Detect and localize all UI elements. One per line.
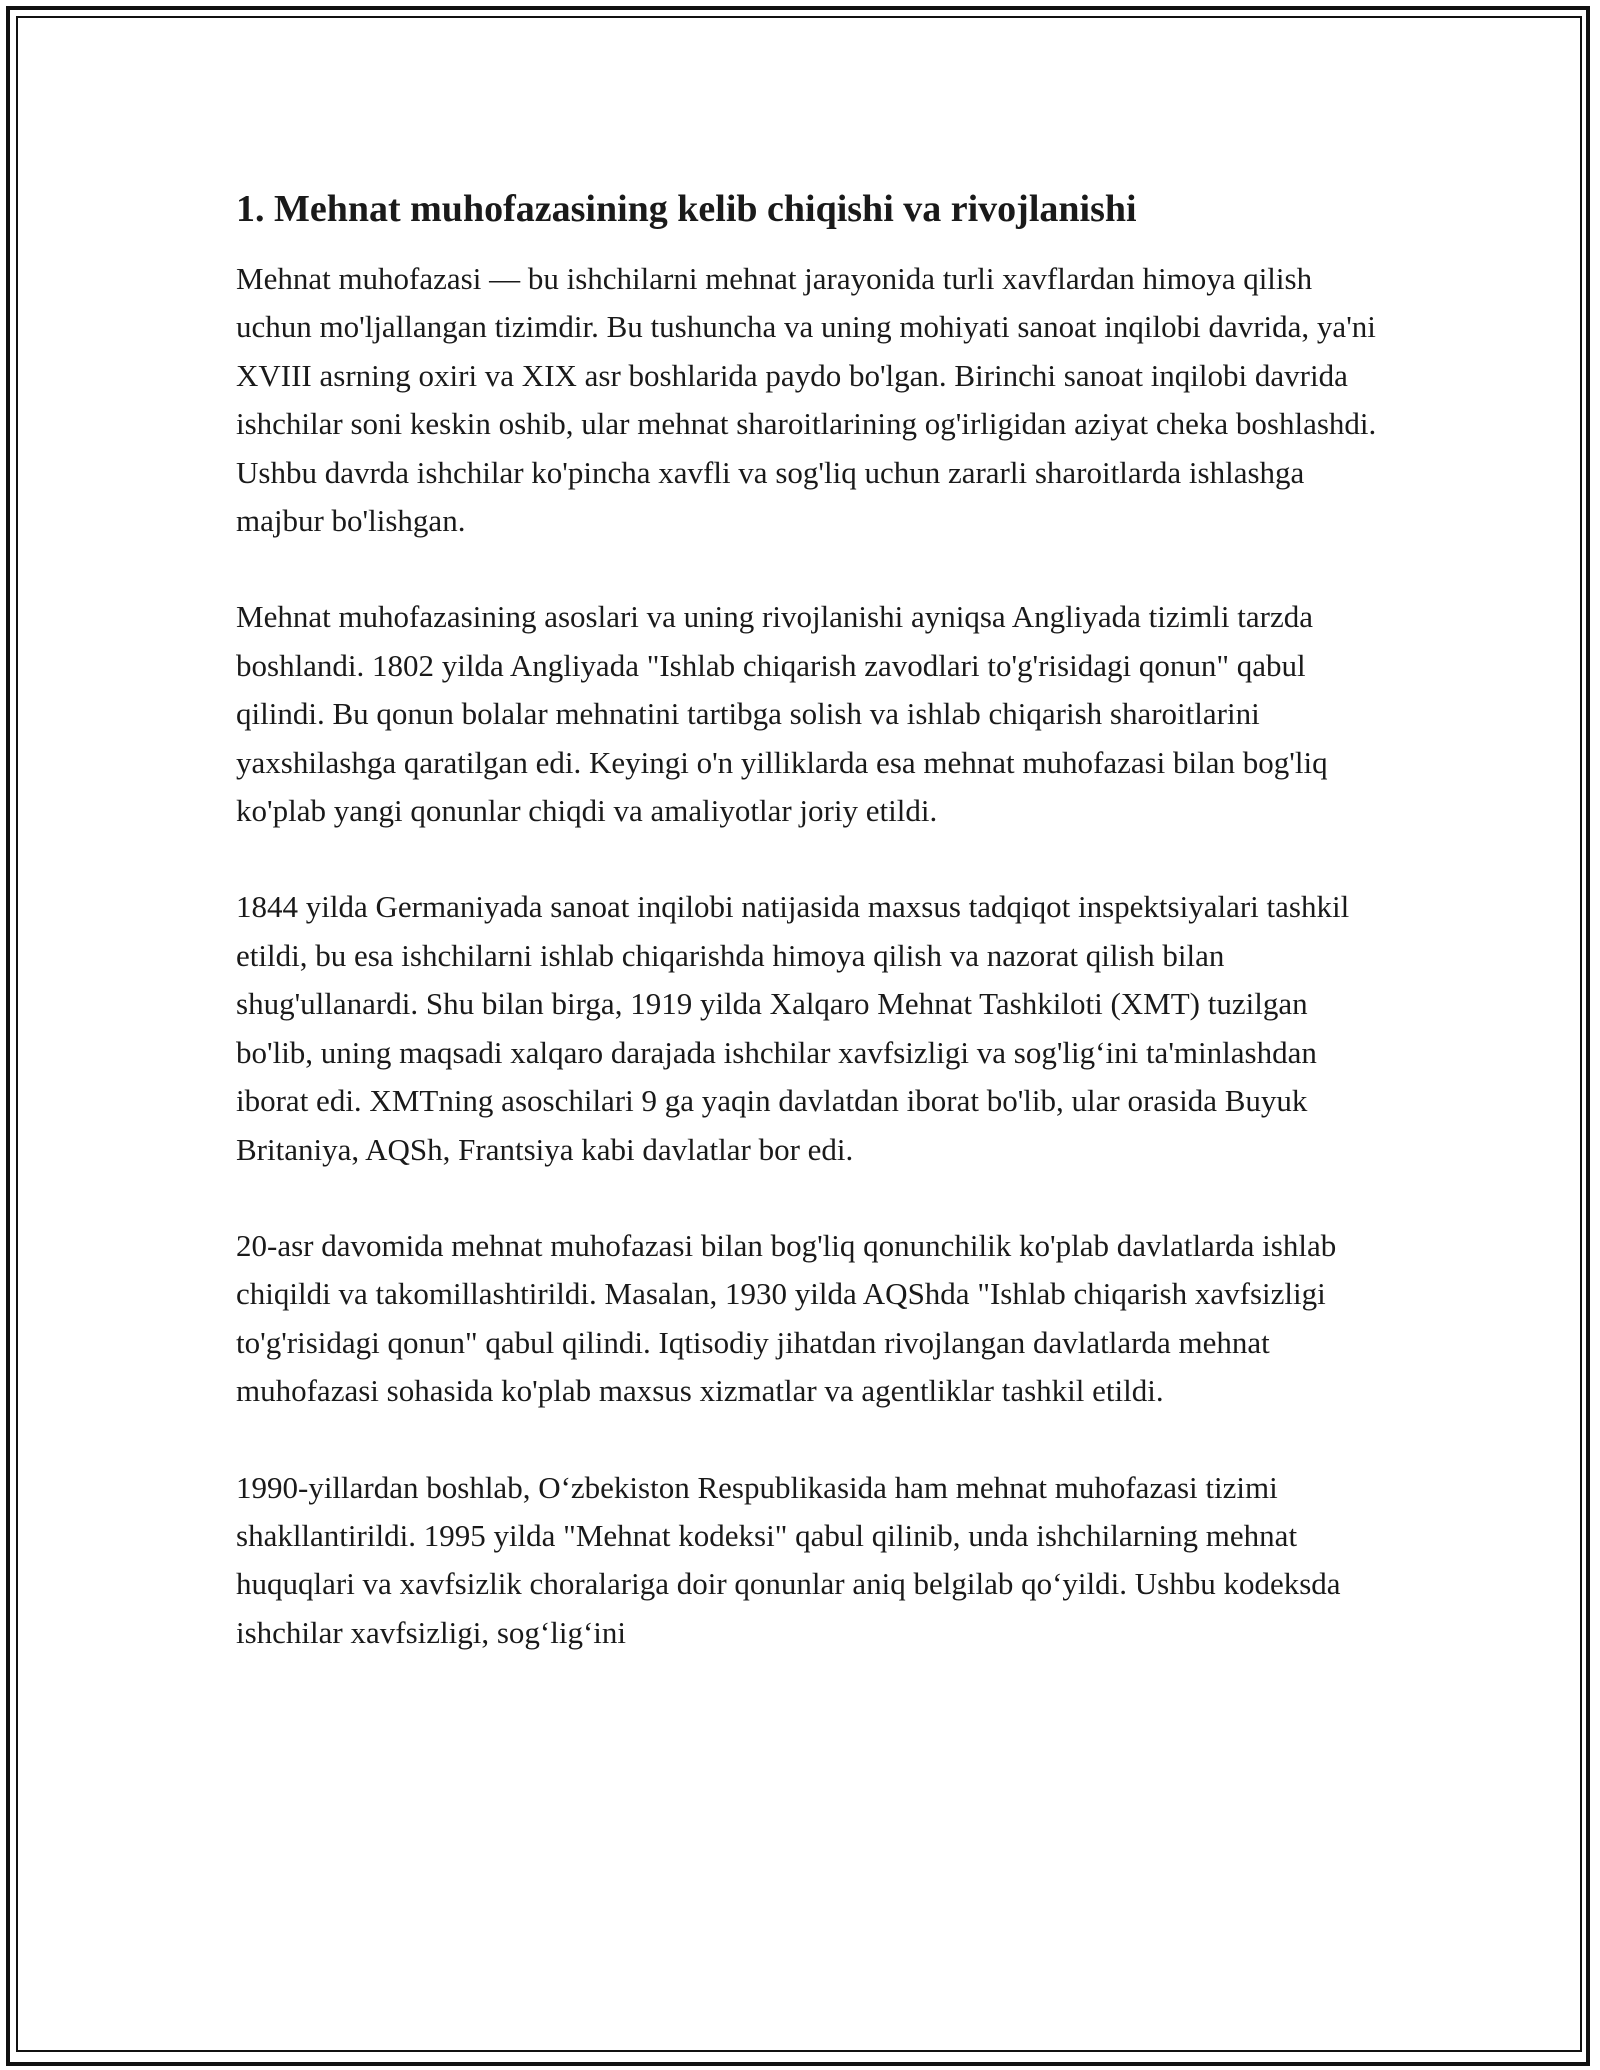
paragraph-1: Mehnat muhofazasi — bu ishchilarni mehnat jarayonida turli xavflardan himoya qilish uchun mo'ljallangan tizimdir. Bu tushuncha va uning mohiyati sanoat inqilobi davrida, ya'ni XVIII asrning oxiri va XIX asr boshlarida paydo bo'lgan. Birinchi sanoat inqilobi davrida ishchilar soni keskin oshib, ular mehnat sharoitlarining og'irligidan aziyat cheka boshlashdi. Ushbu davrda ishchilar ko'pincha xavfli va sog'liq uchun zararli sharoitlarda ishlashga majbur bo'lishgan. [236, 261, 1377, 539]
document-body [236, 185, 1386, 1657]
paragraph-5: 1990-yillardan boshlab, O‘zbekiston Respublikasida ham mehnat muhofazasi tizimi shakllantirildi. 1995 yilda "Mehnat kodeksi" qabul qilinib, unda ishchilarning mehnat huquqlari va xavfsizlik choralariga doir qonunlar aniq belgilab qo‘yildi. Ushbu kodeksda ishchilar xavfsizligi, sog‘lig‘ini [236, 1469, 1341, 1650]
section-heading: 1. Mehnat muhofazasining kelib chiqishi va rivojlanishi [236, 188, 1137, 230]
paragraph-2: Mehnat muhofazasining asoslari va uning rivojlanishi ayniqsa Angliyada tizimli tarzda boshlandi. 1802 yilda Angliyada "Ishlab chiqarish zavodlari to'g'risidagi qonun" qabul qilindi. Bu qonun bolalar mehnatini tartibga solish va ishlab chiqarish sharoitlarini yaxshilashga qaratilgan edi. Keyingi o'n yilliklarda esa mehnat muhofazasi bilan bog'liq ko'plab yangi qonunlar chiqdi va amaliyotlar joriy etildi. [236, 599, 1328, 829]
paragraph-4: 20-asr davomida mehnat muhofazasi bilan bog'liq qonunchilik ko'plab davlatlarda ishlab chiqildi va takomillashtirildi. Masalan, 1930 yilda AQShda "Ishlab chiqarish xavfsizligi to'g'risidagi qonun" qabul qilindi. Iqtisodiy jihatdan rivojlangan davlatlarda mehnat muhofazasi sohasida ko'plab maxsus xizmatlar va agentliklar tashkil etildi. [236, 1227, 1337, 1409]
paragraph-3: 1844 yilda Germaniyada sanoat inqilobi natijasida maxsus tadqiqot inspektsiyalari tashkil etildi, bu esa ishchilarni ishlab chiqarishda himoya qilish va nazorat qilish bilan shug'ullanardi. Shu bilan birga, 1919 yilda Xalqaro Mehnat Tashkiloti (XMT) tuzilgan bo'lib, uning maqsadi xalqaro darajada ishchilar xavfsizligi va sog'lig‘ini ta'minlashdan iborat edi. XMTning asoschilari 9 ga yaqin davlatdan iborat bo'lib, ular orasida Buyuk Britaniya, AQSh, Frantsiya kabi davlatlar bor edi. [236, 889, 1350, 1167]
